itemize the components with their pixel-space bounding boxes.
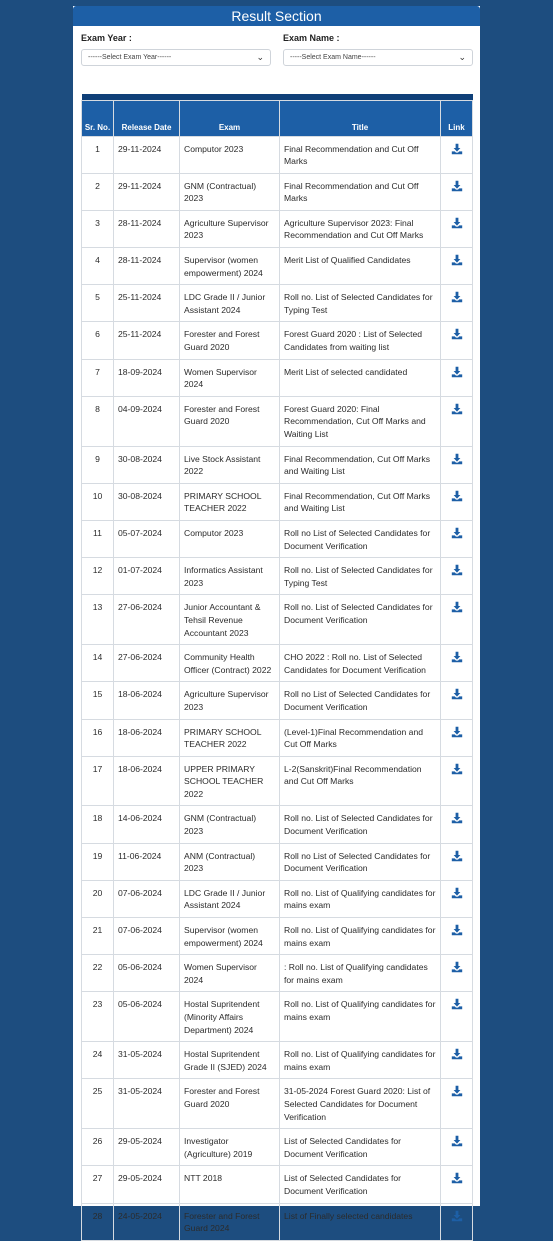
download-icon[interactable] — [451, 143, 463, 155]
cell-sr-no: 4 — [82, 248, 114, 285]
download-icon[interactable] — [451, 328, 463, 340]
cell-exam: GNM (Contractual) 2023 — [180, 173, 280, 210]
cell-title: List of Finally selected candidates — [280, 1203, 441, 1240]
cell-sr-no: 24 — [82, 1042, 114, 1079]
section-title: Result Section — [73, 6, 480, 26]
download-icon[interactable] — [451, 763, 463, 775]
cell-release-date: 29-11-2024 — [114, 173, 180, 210]
table-row — [82, 843, 473, 880]
cell-sr-no: 15 — [82, 682, 114, 719]
table-row — [82, 173, 473, 210]
download-icon[interactable] — [451, 651, 463, 663]
cell-title: Roll no. List of Qualifying candidates for mains exam — [280, 992, 441, 1042]
table-row — [82, 285, 473, 322]
table-row — [82, 483, 473, 520]
chevron-down-icon: ⌄ — [458, 52, 466, 62]
cell-sr-no: 21 — [82, 918, 114, 955]
cell-link — [441, 595, 473, 645]
cell-link — [441, 1129, 473, 1166]
cell-title: Roll no List of Selected Candidates for Document Verification — [280, 520, 441, 557]
cell-link — [441, 558, 473, 595]
cell-release-date: 29-05-2024 — [114, 1129, 180, 1166]
cell-exam: Junior Accountant & Tehsil Revenue Accountant 2023 — [180, 595, 280, 645]
cell-release-date: 30-08-2024 — [114, 446, 180, 483]
cell-link — [441, 136, 473, 173]
cell-link — [441, 322, 473, 359]
cell-sr-no: 7 — [82, 359, 114, 396]
cell-release-date: 30-08-2024 — [114, 483, 180, 520]
exam-year-filter — [81, 33, 271, 66]
table-row — [82, 396, 473, 446]
cell-title: 31-05-2024 Forest Guard 2020: List of Selected Candidates for Document Verification — [280, 1079, 441, 1129]
table-row — [82, 719, 473, 756]
cell-link — [441, 285, 473, 322]
cell-sr-no: 22 — [82, 955, 114, 992]
table-row — [82, 446, 473, 483]
cell-link — [441, 483, 473, 520]
cell-title: Merit List of Qualified Candidates — [280, 248, 441, 285]
download-icon[interactable] — [451, 254, 463, 266]
cell-sr-no: 9 — [82, 446, 114, 483]
cell-release-date: 14-06-2024 — [114, 806, 180, 843]
cell-release-date: 07-06-2024 — [114, 880, 180, 917]
cell-link — [441, 880, 473, 917]
col-header-exam: Exam — [180, 100, 280, 136]
cell-release-date: 28-11-2024 — [114, 248, 180, 285]
cell-title: Roll no. List of Selected Candidates for Typing Test — [280, 285, 441, 322]
cell-link — [441, 918, 473, 955]
cell-exam: Forester and Forest Guard 2024 — [180, 1203, 280, 1240]
cell-sr-no: 26 — [82, 1129, 114, 1166]
download-icon[interactable] — [451, 1048, 463, 1060]
cell-release-date: 05-07-2024 — [114, 520, 180, 557]
cell-release-date: 27-06-2024 — [114, 645, 180, 682]
cell-sr-no: 2 — [82, 173, 114, 210]
cell-release-date: 01-07-2024 — [114, 558, 180, 595]
cell-exam: Hostal Supritendent (Minority Affairs Department) 2024 — [180, 992, 280, 1042]
cell-link — [441, 645, 473, 682]
cell-exam: Computor 2023 — [180, 520, 280, 557]
table-row — [82, 1042, 473, 1079]
cell-link — [441, 719, 473, 756]
result-section-panel — [73, 6, 480, 1234]
cell-link — [441, 396, 473, 446]
table-row — [82, 1079, 473, 1129]
cell-sr-no: 25 — [82, 1079, 114, 1129]
table-row — [82, 806, 473, 843]
download-icon[interactable] — [451, 453, 463, 465]
cell-exam: Women Supervisor 2024 — [180, 955, 280, 992]
cell-exam: Community Health Officer (Contract) 2022 — [180, 645, 280, 682]
table-row — [82, 992, 473, 1042]
table-row — [82, 210, 473, 247]
cell-title: (Level-1)Final Recommendation and Cut Off Marks — [280, 719, 441, 756]
download-icon[interactable] — [451, 1210, 463, 1222]
cell-exam: ANM (Contractual) 2023 — [180, 843, 280, 880]
cell-release-date: 18-09-2024 — [114, 359, 180, 396]
cell-link — [441, 173, 473, 210]
cell-exam: Supervisor (women empowerment) 2024 — [180, 248, 280, 285]
cell-exam: Agriculture Supervisor 2023 — [180, 210, 280, 247]
exam-year-value: ------Select Exam Year------ — [88, 54, 172, 61]
download-icon[interactable] — [451, 998, 463, 1010]
download-icon[interactable] — [451, 924, 463, 936]
cell-link — [441, 210, 473, 247]
cell-title: Agriculture Supervisor 2023: Final Recommendation and Cut Off Marks — [280, 210, 441, 247]
cell-exam: Computor 2023 — [180, 136, 280, 173]
download-icon[interactable] — [451, 961, 463, 973]
cell-link — [441, 1203, 473, 1240]
cell-title: Final Recommendation, Cut Off Marks and Waiting List — [280, 483, 441, 520]
cell-exam: Live Stock Assistant 2022 — [180, 446, 280, 483]
cell-release-date: 31-05-2024 — [114, 1042, 180, 1079]
exam-name-value: -----Select Exam Name------ — [290, 54, 376, 61]
download-icon[interactable] — [451, 1172, 463, 1184]
download-icon[interactable] — [451, 1085, 463, 1097]
cell-link — [441, 359, 473, 396]
cell-sr-no: 12 — [82, 558, 114, 595]
cell-title: CHO 2022 : Roll no. List of Selected Candidates for Document Verification — [280, 645, 441, 682]
cell-release-date: 29-05-2024 — [114, 1166, 180, 1203]
cell-title: List of Selected Candidates for Document Verification — [280, 1166, 441, 1203]
exam-name-select[interactable] — [283, 49, 473, 66]
cell-sr-no: 8 — [82, 396, 114, 446]
cell-exam: Supervisor (women empowerment) 2024 — [180, 918, 280, 955]
table-row — [82, 645, 473, 682]
cell-title: Roll no. List of Qualifying candidates for mains exam — [280, 918, 441, 955]
table-row — [82, 682, 473, 719]
table-row — [82, 248, 473, 285]
col-header-sr-no: Sr. No. — [82, 100, 114, 136]
cell-release-date: 04-09-2024 — [114, 396, 180, 446]
download-icon[interactable] — [451, 180, 463, 192]
cell-sr-no: 6 — [82, 322, 114, 359]
cell-release-date: 05-06-2024 — [114, 992, 180, 1042]
cell-exam: LDC Grade II / Junior Assistant 2024 — [180, 285, 280, 322]
cell-sr-no: 28 — [82, 1203, 114, 1240]
cell-title: Roll no. List of Qualifying candidates for mains exam — [280, 1042, 441, 1079]
cell-release-date: 27-06-2024 — [114, 595, 180, 645]
cell-sr-no: 3 — [82, 210, 114, 247]
cell-exam: LDC Grade II / Junior Assistant 2024 — [180, 880, 280, 917]
download-icon[interactable] — [451, 887, 463, 899]
cell-sr-no: 13 — [82, 595, 114, 645]
cell-title: Roll no List of Selected Candidates for Document Verification — [280, 682, 441, 719]
cell-title: Roll no. List of Selected Candidates for Document Verification — [280, 806, 441, 843]
cell-sr-no: 23 — [82, 992, 114, 1042]
col-header-title: Title — [280, 100, 441, 136]
cell-title: Forest Guard 2020 : List of Selected Candidates from waiting list — [280, 322, 441, 359]
cell-exam: Women Supervisor 2024 — [180, 359, 280, 396]
cell-exam: Forester and Forest Guard 2020 — [180, 1079, 280, 1129]
cell-exam: PRIMARY SCHOOL TEACHER 2022 — [180, 719, 280, 756]
col-header-link: Link — [441, 100, 473, 136]
filters — [73, 26, 480, 94]
cell-exam: Investigator (Agriculture) 2019 — [180, 1129, 280, 1166]
cell-release-date: 05-06-2024 — [114, 955, 180, 992]
cell-title: List of Selected Candidates for Document Verification — [280, 1129, 441, 1166]
table-row — [82, 520, 473, 557]
cell-exam: Forester and Forest Guard 2020 — [180, 396, 280, 446]
cell-link — [441, 806, 473, 843]
cell-link — [441, 843, 473, 880]
cell-title: Final Recommendation and Cut Off Marks — [280, 173, 441, 210]
cell-title: : Roll no. List of Qualifying candidates for mains exam — [280, 955, 441, 992]
cell-release-date: 07-06-2024 — [114, 918, 180, 955]
download-icon[interactable] — [451, 527, 463, 539]
cell-release-date: 18-06-2024 — [114, 682, 180, 719]
cell-exam: Agriculture Supervisor 2023 — [180, 682, 280, 719]
download-icon[interactable] — [451, 217, 463, 229]
cell-sr-no: 16 — [82, 719, 114, 756]
table-row — [82, 918, 473, 955]
download-icon[interactable] — [451, 403, 463, 415]
cell-sr-no: 27 — [82, 1166, 114, 1203]
cell-title: Final Recommendation and Cut Off Marks — [280, 136, 441, 173]
exam-name-filter — [283, 33, 473, 66]
results-table-head — [82, 94, 473, 136]
results-table-body — [82, 136, 473, 1240]
cell-release-date: 24-05-2024 — [114, 1203, 180, 1240]
cell-release-date: 29-11-2024 — [114, 136, 180, 173]
results-table — [81, 94, 473, 1241]
cell-link — [441, 520, 473, 557]
cell-sr-no: 11 — [82, 520, 114, 557]
table-row — [82, 1203, 473, 1240]
cell-link — [441, 682, 473, 719]
table-row — [82, 756, 473, 806]
table-row — [82, 595, 473, 645]
table-row — [82, 136, 473, 173]
table-row — [82, 322, 473, 359]
cell-exam: NTT 2018 — [180, 1166, 280, 1203]
cell-exam: PRIMARY SCHOOL TEACHER 2022 — [180, 483, 280, 520]
cell-link — [441, 955, 473, 992]
cell-sr-no: 17 — [82, 756, 114, 806]
download-icon[interactable] — [451, 850, 463, 862]
cell-link — [441, 248, 473, 285]
cell-release-date: 18-06-2024 — [114, 719, 180, 756]
download-icon[interactable] — [451, 688, 463, 700]
cell-exam: Informatics Assistant 2023 — [180, 558, 280, 595]
cell-sr-no: 5 — [82, 285, 114, 322]
download-icon[interactable] — [451, 490, 463, 502]
table-row — [82, 955, 473, 992]
cell-link — [441, 992, 473, 1042]
cell-sr-no: 18 — [82, 806, 114, 843]
cell-link — [441, 1042, 473, 1079]
cell-link — [441, 1166, 473, 1203]
cell-sr-no: 19 — [82, 843, 114, 880]
exam-year-label: Exam Year : — [81, 33, 132, 43]
cell-link — [441, 1079, 473, 1129]
cell-title: Final Recommendation, Cut Off Marks and Waiting List — [280, 446, 441, 483]
cell-exam: Forester and Forest Guard 2020 — [180, 322, 280, 359]
cell-title: L-2(Sanskrit)Final Recommendation and Cut Off Marks — [280, 756, 441, 806]
exam-year-select[interactable] — [81, 49, 271, 66]
cell-exam: UPPER PRIMARY SCHOOL TEACHER 2022 — [180, 756, 280, 806]
cell-title: Roll no List of Selected Candidates for Document Verification — [280, 843, 441, 880]
table-row — [82, 1129, 473, 1166]
cell-release-date: 18-06-2024 — [114, 756, 180, 806]
download-icon[interactable] — [451, 366, 463, 378]
cell-title: Roll no. List of Selected Candidates for Typing Test — [280, 558, 441, 595]
table-row — [82, 1166, 473, 1203]
download-icon[interactable] — [451, 1135, 463, 1147]
cell-title: Forest Guard 2020: Final Recommendation, Cut Off Marks and Waiting List — [280, 396, 441, 446]
download-icon[interactable] — [451, 726, 463, 738]
table-row — [82, 558, 473, 595]
table-row — [82, 880, 473, 917]
cell-link — [441, 446, 473, 483]
table-row — [82, 359, 473, 396]
chevron-down-icon: ⌄ — [256, 52, 264, 62]
cell-release-date: 25-11-2024 — [114, 322, 180, 359]
cell-sr-no: 1 — [82, 136, 114, 173]
cell-sr-no: 10 — [82, 483, 114, 520]
cell-sr-no: 20 — [82, 880, 114, 917]
cell-title: Merit List of selected candidated — [280, 359, 441, 396]
exam-name-label: Exam Name : — [283, 33, 340, 43]
cell-title: Roll no. List of Selected Candidates for Document Verification — [280, 595, 441, 645]
cell-release-date: 11-06-2024 — [114, 843, 180, 880]
cell-sr-no: 14 — [82, 645, 114, 682]
col-header-release-date: Release Date — [114, 100, 180, 136]
cell-title: Roll no. List of Qualifying candidates for mains exam — [280, 880, 441, 917]
cell-release-date: 31-05-2024 — [114, 1079, 180, 1129]
download-icon[interactable] — [451, 812, 463, 824]
cell-exam: Hostal Supritendent Grade II (SJED) 2024 — [180, 1042, 280, 1079]
cell-release-date: 28-11-2024 — [114, 210, 180, 247]
download-icon[interactable] — [451, 291, 463, 303]
cell-exam: GNM (Contractual) 2023 — [180, 806, 280, 843]
cell-link — [441, 756, 473, 806]
cell-release-date: 25-11-2024 — [114, 285, 180, 322]
download-icon[interactable] — [451, 601, 463, 613]
download-icon[interactable] — [451, 564, 463, 576]
